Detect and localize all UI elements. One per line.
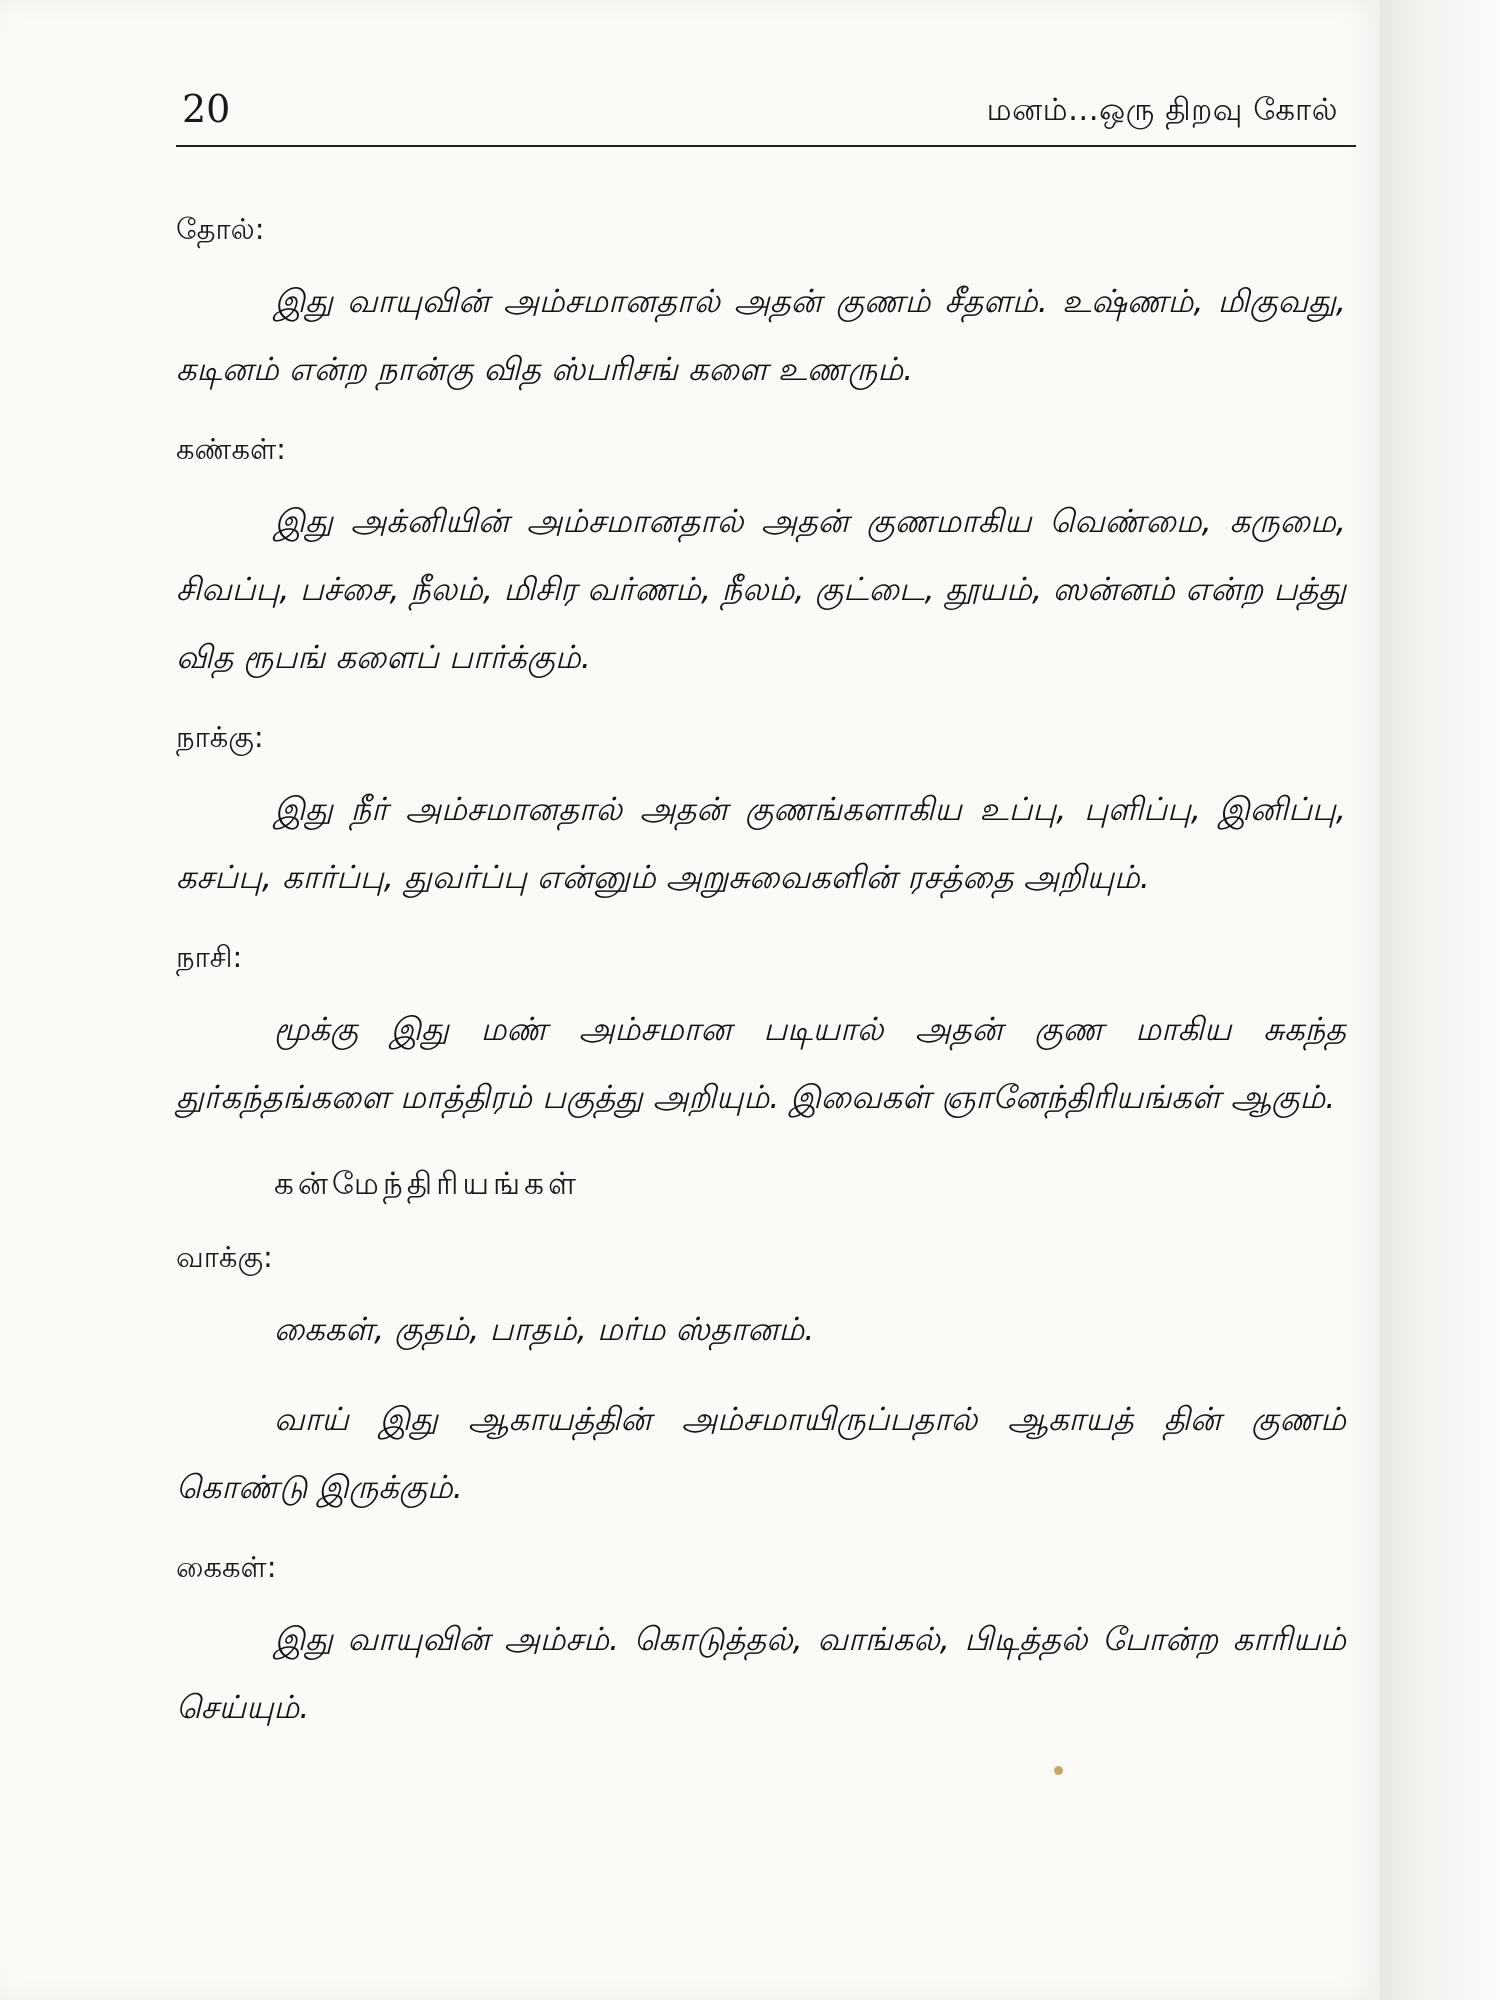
section-heading-naasi: நாசி: (176, 940, 243, 974)
paragraph-kaigal: இது வாயுவின் அம்சம். கொடுத்தல், வாங்கல், பிடித்தல் போன்ற காரியம் செய்யும். (176, 1620, 1346, 1726)
paragraph-vaakku: கைகள், குதம், பாதம், மர்ம ஸ்தானம். (274, 1310, 815, 1348)
page-body (176, 205, 1346, 1763)
paragraph-thol: இது வாயுவின் அம்சமானதால் அதன் குணம் சீதளம். உஷ்ணம், மிகுவது, கடினம் என்ற நான்கு வித ஸ்பரிசங் களை உணரும். (176, 282, 1346, 388)
paper-speck (1054, 1766, 1063, 1775)
paragraph-naakku: இது நீர் அம்சமானதால் அதன் குணங்களாகிய உப்பு, புளிப்பு, இனிப்பு, கசப்பு, கார்ப்பு, துவர்ப்பு என்னும் அறுசுவைகளின் ரசத்தை அறியும். (176, 790, 1346, 896)
section-heading-vaakku: வாக்கு: (176, 1240, 273, 1274)
paragraph-vaai: வாய் இது ஆகாயத்தின் அம்சமாயிருப்பதால் ஆகாயத் தின் குணம் கொண்டு இருக்கும். (176, 1400, 1346, 1506)
page-edge (1380, 0, 1500, 2000)
section-heading-naakku: நாக்கு: (176, 720, 264, 754)
running-header (176, 85, 1356, 147)
section-heading-kaigal: கைகள்: (176, 1550, 277, 1584)
paragraph-kangal: இது அக்னியின் அம்சமானதால் அதன் குணமாகிய வெண்மை, கருமை, சிவப்பு, பச்சை, நீலம், மிசிர வர்ணம், நீலம், குட்டை, தூயம், ஸன்னம் என்ற பத்து வித ரூபங் களைப் பார்க்கும். (176, 502, 1346, 676)
section-heading-kangal: கண்கள்: (176, 432, 286, 466)
section-heading-thol: தோல்: (176, 212, 265, 246)
page-number: 20 (182, 87, 231, 131)
subheading-karmendriya: கன்மேந்திரியங்கள் (274, 1166, 580, 1202)
paragraph-naasi: மூக்கு இது மண் அம்சமான படியால் அதன் குண மாகிய சுகந்த துர்கந்தங்களை மாத்திரம் பகுத்து அறியும். இவைகள் ஞானேந்திரியங்கள் ஆகும். (176, 1010, 1346, 1116)
running-title: மனம்...ஒரு திறவு கோல் (986, 92, 1338, 128)
